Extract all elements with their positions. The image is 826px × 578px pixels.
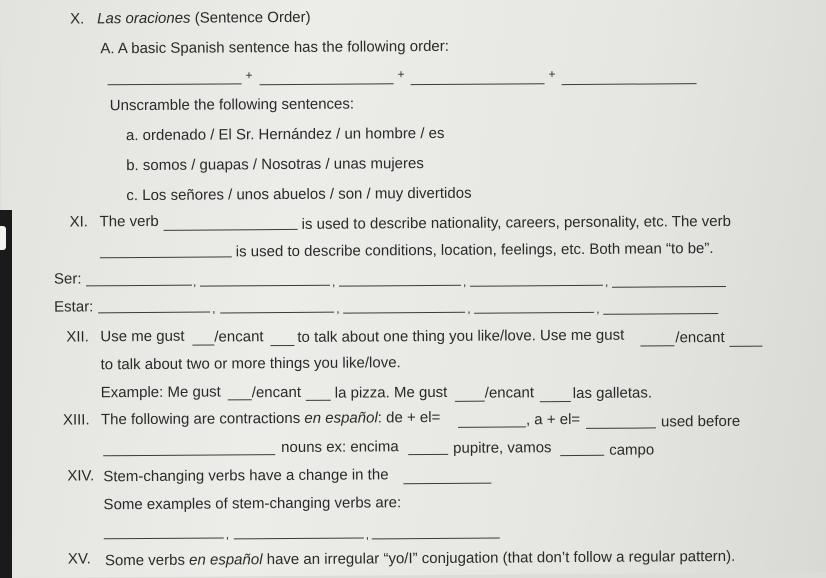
xiii-text: pupitre, vamos [453,439,552,457]
xii-example: Example: Me gust [100,383,221,402]
xiv-line2: Some examples of stem-changing verbs are: [103,494,402,514]
xiii-text: , a + el= [525,410,581,429]
order-blank-3[interactable] [411,83,545,85]
section-xi-line1-start: The verb [99,212,159,231]
plus-sign-3: + [548,67,556,82]
nouns-blank[interactable] [103,454,275,456]
xii-text: /encant [214,328,264,346]
order-blank-4[interactable] [562,83,697,85]
stem-change-blank[interactable] [403,483,491,485]
estar-blank-1[interactable] [98,312,210,314]
xii-example: /encant [484,384,535,402]
estar-label: Estar: [54,298,94,316]
section-xiii-number: XIII. [62,411,90,429]
stem-example-blank-1[interactable] [104,537,224,539]
section-xiv-number: XIV. [67,467,95,485]
section-x-number: X. [70,10,85,28]
xii-example: /encant [251,383,302,402]
example-gust-blank-1[interactable] [228,399,252,400]
section-xii-number: XII. [66,328,89,346]
ser-blank-2[interactable] [200,285,330,287]
verb-blank-ser[interactable] [164,229,298,231]
ser-blank-4[interactable] [470,285,603,287]
comma: , [192,274,197,289]
order-blank-1[interactable] [108,83,242,85]
xiii-text: campo [609,441,655,459]
unscramble-instruction: Unscramble the following sentences: [109,95,355,115]
comma: , [225,527,230,542]
section-x-title: Las oraciones (Sentence Order) [97,8,311,28]
order-blank-2[interactable] [260,83,394,85]
xiii-text: used before [660,412,741,431]
xv-line1: Some verbs en español have an irregular “yo/I” conjugation (that don’t follow a regular pattern). [104,547,736,570]
xiii-text: nouns ex: encima [281,438,399,457]
section-xv-number: XV. [67,550,91,568]
ser-blank-3[interactable] [339,285,461,287]
ser-blank-5[interactable] [612,286,726,288]
estar-blank-4[interactable] [474,312,594,314]
unscramble-item-a: a. ordenado / El Sr. Hernández / un hombre / es [125,124,445,145]
comma: , [365,527,370,542]
contraction-blank-del[interactable] [458,426,526,427]
vamos-blank[interactable] [560,455,604,456]
xii-text: Use me gust [100,327,185,346]
plus-sign-1: + [245,68,253,83]
gust-blank-1[interactable] [192,345,214,346]
unscramble-item-b: b. somos / guapas / Nosotras / unas mujeres [126,155,424,175]
encima-blank[interactable] [408,454,448,455]
comma: , [336,301,340,316]
example-gust-blank-2[interactable] [455,401,485,402]
xiv-line1: Stem-changing verbs have a change in the [103,466,389,486]
stem-example-blank-3[interactable] [372,538,500,540]
unscramble-item-c: c. Los señores / unos abuelos / son / muy divertidos [126,184,472,205]
gust-blank-2[interactable] [640,345,674,346]
contraction-blank-al[interactable] [586,427,656,428]
estar-blank-2[interactable] [220,312,334,314]
background-notch [0,226,6,250]
ser-blank-1[interactable] [86,285,192,287]
xii-text: to talk about one thing you like/love. Use me gust [297,326,625,346]
ser-label: Ser: [53,270,82,288]
xii-line2: to talk about two or more things you like/love. [100,354,401,374]
comma: , [212,301,216,316]
example-encant-blank-2[interactable] [540,401,571,402]
verb-blank-estar[interactable] [100,256,232,258]
section-xi-number: XI. [69,213,88,231]
plus-sign-2: + [397,67,405,82]
comma: , [467,301,471,316]
encant-blank-1[interactable] [270,345,294,346]
section-x-a-label: A. A basic Spanish sentence has the following order: [100,37,449,58]
comma: , [462,274,467,289]
stem-example-blank-2[interactable] [234,537,364,539]
estar-blank-3[interactable] [343,312,465,314]
section-xi-line1-end: is used to describe nationality, careers, personality, etc. The verb [301,212,732,233]
example-encant-blank-1[interactable] [306,400,331,401]
xiii-line1: The following are contractions en español: de + el= [100,408,441,429]
xii-example: la pizza. Me gust [334,383,448,402]
background-edge [0,210,12,578]
comma: , [331,274,336,289]
section-xi-line2: is used to describe conditions, location, feelings, etc. Both mean “to be”. [235,240,714,261]
comma: , [604,274,609,289]
xii-example: las galletas. [572,384,653,403]
estar-blank-5[interactable] [603,313,718,315]
encant-blank-2[interactable] [729,346,762,347]
xii-text: /encant [675,328,725,347]
comma: , [596,301,600,316]
